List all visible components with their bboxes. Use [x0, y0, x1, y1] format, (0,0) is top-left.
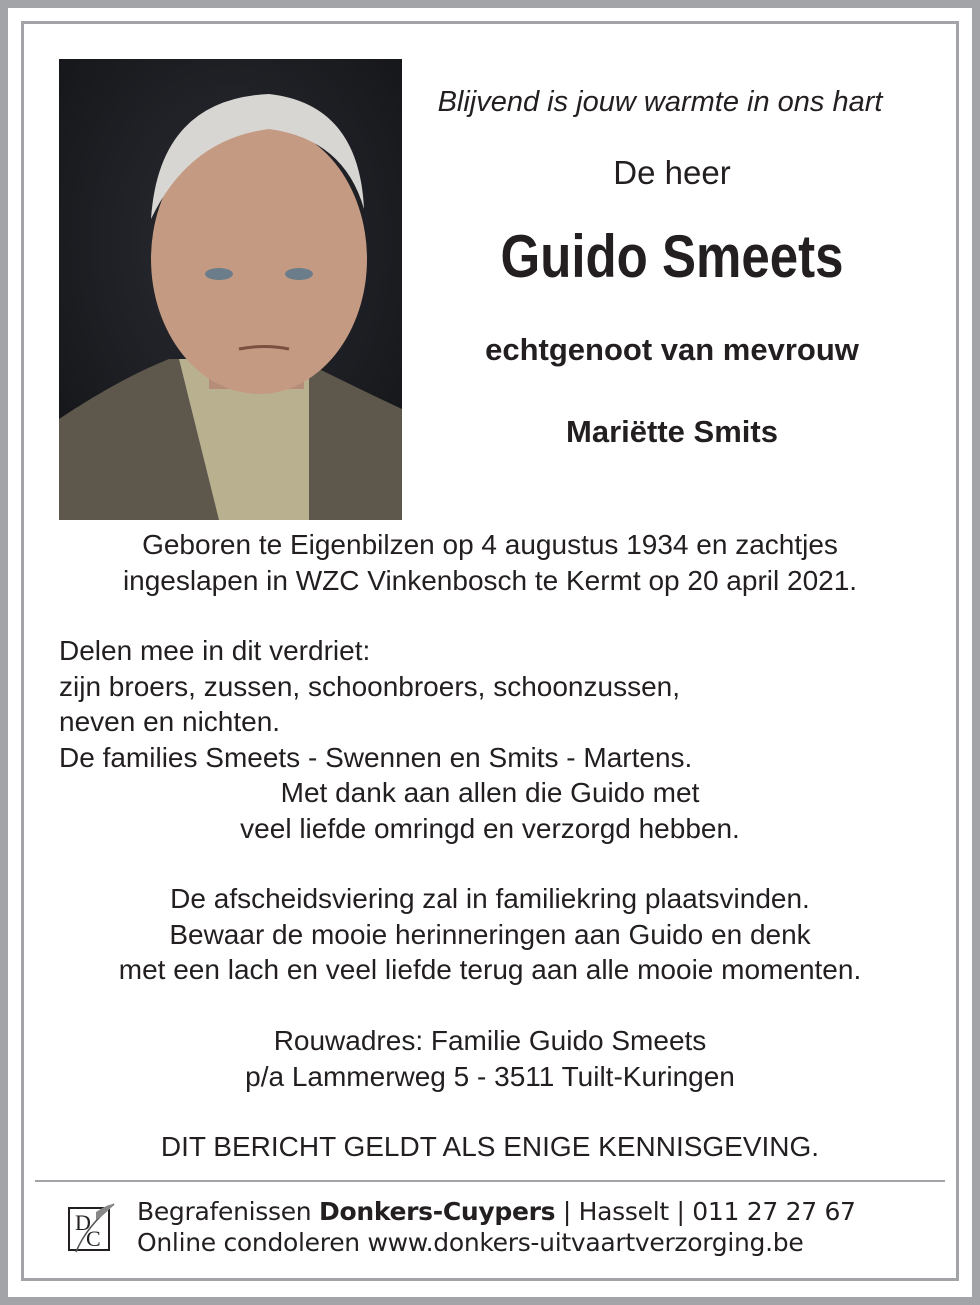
- spouse-name: Mariëtte Smits: [566, 414, 778, 449]
- honorific: De heer: [613, 154, 731, 191]
- footer-contact: | Hasselt | 011 27 27 67: [555, 1197, 856, 1226]
- address-text: [0, 1023, 980, 1094]
- birth-death-text: [0, 527, 980, 598]
- text-line: ingeslapen in WZC Vinkenbosch te Kermt op 20 april 2021.: [122, 564, 858, 596]
- text-line: Geboren te Eigenbilzen op 4 augustus 1934 en zachtjes: [142, 529, 838, 560]
- funeral-home-info: [137, 1196, 856, 1258]
- text-line: Bewaar de mooie herinneringen aan Guido en denk: [169, 918, 811, 950]
- condolence-link[interactable]: Online condoleren www.donkers-uitvaartverzorging.be: [137, 1228, 804, 1257]
- text-line: Met dank aan allen die Guido met: [280, 777, 700, 808]
- portrait-photo: [59, 59, 402, 520]
- text-line: Delen mee in dit verdriet:: [59, 635, 371, 666]
- footer-line-1: [137, 1196, 856, 1227]
- text-line: met een lach en veel liefde terug aan alle mooie momenten.: [118, 954, 862, 985]
- funeral-home-logo: [66, 1202, 116, 1256]
- spouse-label: echtgenoot van mevrouw: [485, 332, 859, 367]
- divider: [35, 1180, 945, 1182]
- motto: Blijvend is jouw warmte in ons hart: [437, 86, 883, 118]
- text-line: Rouwadres: Familie Guido Smeets: [273, 1025, 707, 1056]
- text-line: veel liefde omringd en verzorgd hebben.: [240, 812, 740, 844]
- footer-prefix: Begrafenissen: [137, 1197, 319, 1226]
- notice-text: DIT BERICHT GELDT ALS ENIGE KENNISGEVING.: [160, 1131, 820, 1162]
- svg-text:D: D: [75, 1210, 91, 1235]
- text-line: zijn broers, zussen, schoonbroers, schoonzussen,: [59, 670, 680, 702]
- text-line: neven en nichten.: [59, 706, 281, 737]
- company-name: Donkers-Cuypers: [319, 1197, 556, 1226]
- text-line: De families Smeets - Swennen en Smits - Martens.: [59, 741, 693, 773]
- text-line: p/a Lammerweg 5 - 3511 Tuilt-Kuringen: [245, 1060, 735, 1092]
- svg-text:C: C: [86, 1226, 101, 1251]
- thanks-text: [0, 775, 980, 846]
- mourners-list: [0, 633, 980, 775]
- text-line: De afscheidsviering zal in familiekring plaatsvinden.: [170, 883, 810, 914]
- deceased-name: Guido Smeets: [500, 223, 844, 290]
- ceremony-text: [0, 881, 980, 988]
